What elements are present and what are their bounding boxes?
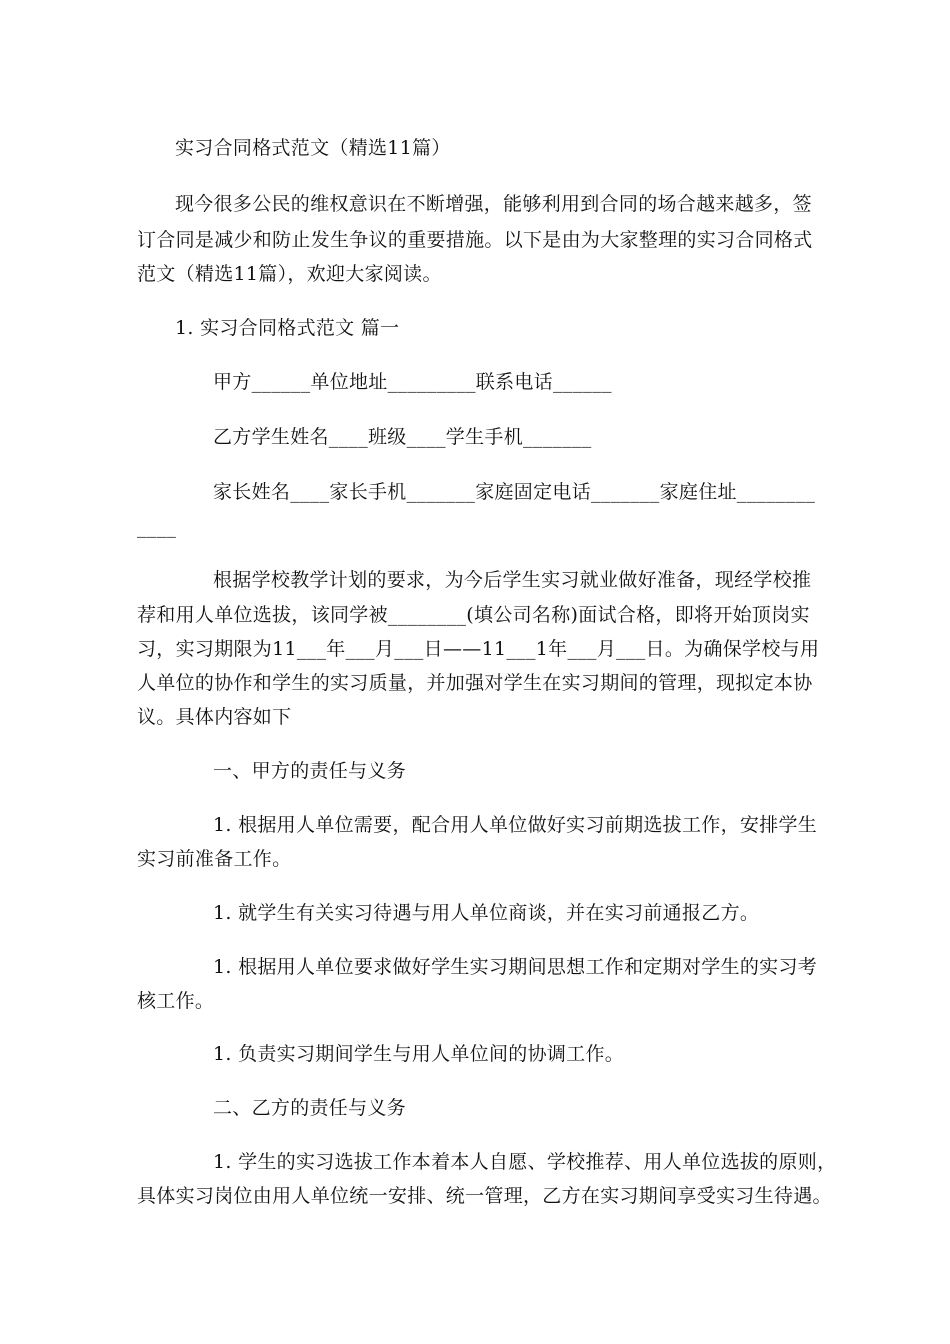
intro-line-3: 范文（精选11篇），欢迎大家阅读。 xyxy=(137,263,442,285)
part-one-item-3-line-1: 1. 根据用人单位要求做好学生实习期间思想工作和定期对学生的实习考 xyxy=(213,956,818,978)
part-one-item-1-line-1: 1. 根据用人单位需要，配合用人单位做好实习前期选拔工作，安排学生 xyxy=(213,814,818,836)
part-two-item-1-line-2: 具体实习岗位由用人单位统一安排、统一管理，乙方在实习期间享受实习生待遇。 xyxy=(137,1185,832,1207)
part-one-heading: 一、甲方的责任与义务 xyxy=(213,760,407,782)
preamble-line-3: 习，实习期限为11___年___月___日——11___1年___月___日。为确保学校与用 xyxy=(137,638,820,660)
parent-line-1: 家长姓名____家长手机_______家庭固定电话_______家庭住址________ xyxy=(213,481,816,503)
party-b-line: 乙方学生姓名____班级____学生手机_______ xyxy=(213,426,592,448)
preamble-line-2: 荐和用人单位选拔，该同学被________(填公司名称)面试合格，即将开始顶岗实 xyxy=(137,604,810,626)
part-one-item-2: 1. 就学生有关实习待遇与用人单位商谈，并在实习前通报乙方。 xyxy=(213,902,760,924)
part-two-item-1-line-1: 1. 学生的实习选拔工作本着本人自愿、学校推荐、用人单位选拔的原则， xyxy=(213,1151,837,1173)
document-title: 实习合同格式范文（精选11篇） xyxy=(175,137,451,159)
intro-line-2: 订合同是减少和防止发生争议的重要措施。以下是由为大家整理的实习合同格式 xyxy=(137,229,813,251)
part-one-item-4: 1. 负责实习期间学生与用人单位间的协调工作。 xyxy=(213,1043,625,1065)
part-one-item-3-line-2: 核工作。 xyxy=(137,990,215,1012)
part-one-item-1-line-2: 实习前准备工作。 xyxy=(137,848,292,870)
intro-line-1: 现今很多公民的维权意识在不断增强，能够利用到合同的场合越来越多，签 xyxy=(175,193,812,215)
parent-line-2: ____ xyxy=(137,516,177,538)
preamble-line-4: 人单位的协作和学生的实习质量，并加强对学生在实习期间的管理，现拟定本协 xyxy=(137,672,813,694)
party-a-line: 甲方______单位地址_________联系电话______ xyxy=(213,371,612,393)
section-heading: 1. 实习合同格式范文 篇一 xyxy=(175,317,400,339)
preamble-line-5: 议。具体内容如下 xyxy=(137,706,292,728)
preamble-line-1: 根据学校教学计划的要求，为今后学生实习就业做好准备，现经学校推 xyxy=(213,569,812,591)
part-two-heading: 二、乙方的责任与义务 xyxy=(213,1097,407,1119)
